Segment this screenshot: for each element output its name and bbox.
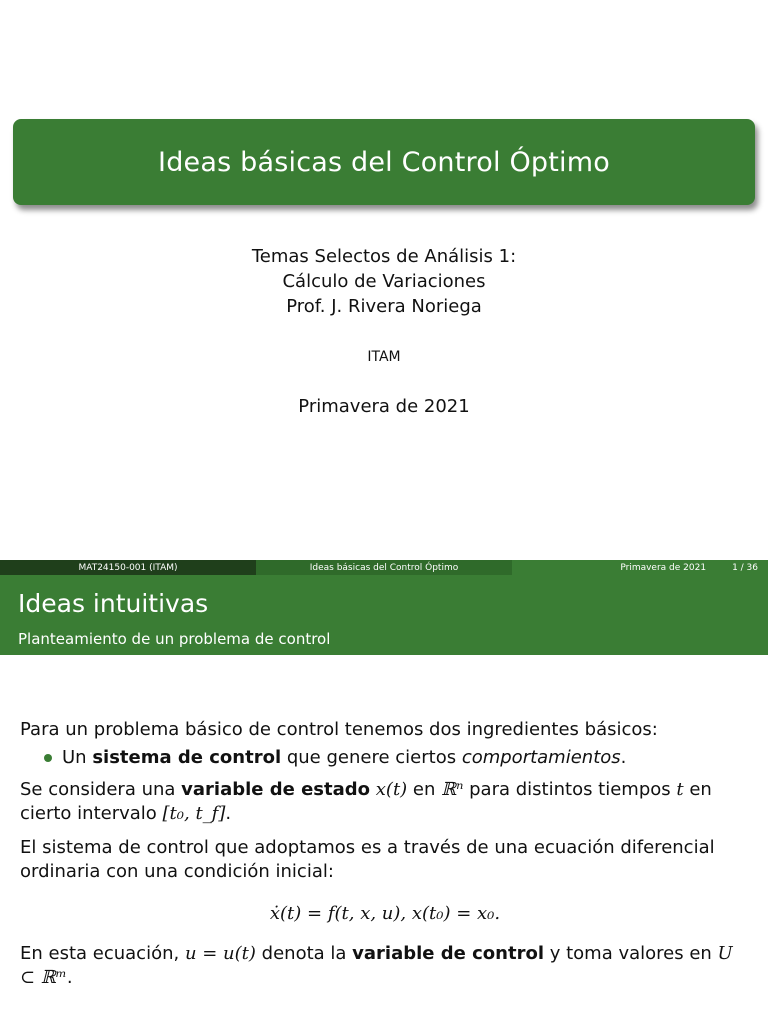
subtitle-line: Temas Selectos de Análisis 1: xyxy=(251,246,517,267)
bullet-text: Un sistema de control que genere ciertos comportamientos. xyxy=(62,747,627,768)
subtitle-line: Cálculo de Variaciones xyxy=(282,271,486,292)
title-banner xyxy=(13,119,755,205)
intro-paragraph: Para un problema básico de control tenemos dos ingredientes básicos: xyxy=(20,719,658,740)
footer-date: Primavera de 2021 xyxy=(620,562,707,573)
institute: ITAM xyxy=(367,349,401,365)
list-item xyxy=(20,746,750,770)
frame-body xyxy=(20,718,750,990)
page-number: 1 / 36 xyxy=(732,562,758,573)
state-variable-paragraph: Se considera una variable de estado x(t) en ℝⁿ para distintos tiempos t en cierto intervalo [t₀, t_f]. xyxy=(20,779,712,824)
slide-footer xyxy=(0,560,768,575)
date: Primavera de 2021 xyxy=(298,396,470,417)
footer-title: Ideas básicas del Control Óptimo xyxy=(256,560,512,575)
frame-title: Ideas intuitivas xyxy=(18,589,209,618)
frame-header xyxy=(0,575,768,655)
footer-author: MAT24150-001 (ITAM) xyxy=(0,560,256,575)
control-variable-paragraph: En esta ecuación, u = u(t) denota la variable de control y toma valores en U ⊂ ℝᵐ. xyxy=(20,943,733,988)
presentation-title: Ideas básicas del Control Óptimo xyxy=(158,146,610,178)
author-line: Prof. J. Rivera Noriega xyxy=(286,296,482,317)
frame-subtitle: Planteamiento de un problema de control xyxy=(18,630,331,648)
bullet-icon xyxy=(44,754,52,762)
equation: ẋ(t) = f(t, x, u), x(t₀) = x₀. xyxy=(269,903,501,924)
system-paragraph: El sistema de control que adoptamos es a través de una ecuación diferencial ordinaria con una condición inicial: xyxy=(20,837,715,882)
subtitle-block xyxy=(0,244,768,319)
footer-date-page xyxy=(512,560,768,575)
